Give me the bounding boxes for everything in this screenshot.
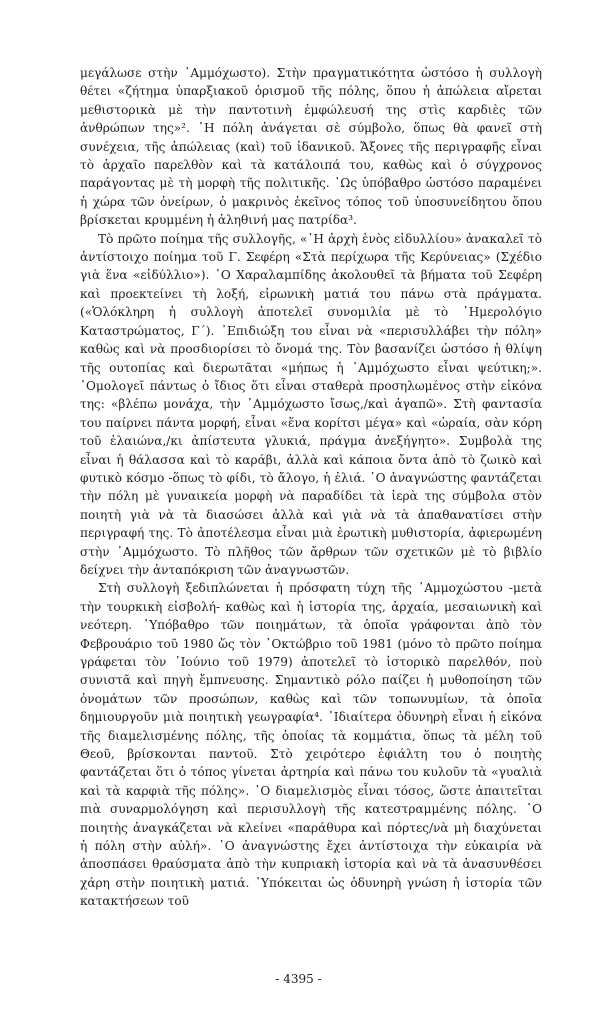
page-number: - 4395 - — [275, 972, 322, 986]
paragraph-2: Τὸ πρῶτο ποίημα τῆς συλλογῆς, «῾Η ἀρχὴ ἑνὸς εἰδυλλίου» ἀνακαλεῖ τὸ ἀντίστοιχο ποίημα τοῦ Γ. Σεφέρη «Στὰ περίχωρα τῆς Κερύνειας» (Σχέδιο γιὰ ἕνα «εἰδύλλιο»). ῾Ο Χαραλαμπίδης ἀκολουθεῖ τὰ βήματα τοῦ Σεφέρη καὶ προεκτείνει τὴ λοξή, εἰρωνικὴ ματιά του πάνω στὰ πράγματα. («Ὁλόκληρη ἡ συλλογὴ ἀποτελεῖ συνομιλία μὲ τὸ ῾Ημερολόγιο Καταστρώματος, Γ΄). ᾿Επιδιώξη του εἶναι νὰ «περισυλλάβει τὴν πόλη» καθὼς καὶ νὰ προσδιορίσει τὸ ὄνομά της. Τὸν βασανίζει ὡστόσο ἡ θλίψη τῆς ουτοπίας καὶ διερωτᾶται «μήπως ἡ ᾿Αμμόχωστο εἶναι ψεύτικη;». ῾Ομολογεῖ πάντως ὁ ἴδιος ὅτι εἶναι σταθερὰ προσηλωμένος στὴν εἰκόνα της: «βλέπω μονάχα, τὴν ᾿Αμμόχωστο ἴσως,/καὶ ἀγαπῶ». Στὴ φαντασία του παίρνει πάντα μορφή, εἶναι «ἕνα κορίτσι μέγα» καὶ «ὡραία, σὰν κόρη τοῦ ἐλαιώνα,/κι ἀπίστευτα γλυκιά, πράγμα ἀνεξήγητο». Συμβολὰ της εἶναι ἡ θάλασσα καὶ τὸ καράβι, ἀλλὰ καὶ κάποια ὄντα ἀπὸ τὸ ζωικὸ καὶ φυτικὸ κόσμο -ὅπως τὸ φίδι, τὸ ἄλογο, ἡ ἐλιά. ῾Ο ἀναγνώστης φαντάζεται τὴν πόλη μὲ γυναικεία μορφὴ νὰ παραδίδει τὰ ἱερὰ της σύμβολα στὸν ποιητὴ γιὰ νὰ τὰ διασώσει ἀλλὰ καὶ γιὰ νὰ τὰ ἀπαθανατίσει στὴν περιγραφή της. Τὸ ἀποτέλεσμα εἶναι μιὰ ἐρωτικὴ μυθιστορία, ἀφιερωμένη στὴν ᾿Αμμόχωστο. Τὸ πλῆθος τῶν ἄρθρων τῶν σχετικῶν μὲ τὸ βιβλίο δείχνει τὴν ἀνταπόκριση τῶν ἀναγνωστῶν. — [80, 231, 542, 577]
paragraph-1: μεγάλωσε στὴν ᾿Αμμόχωστο). Στὴν πραγματικότητα ὡστόσο ἡ συλλογὴ θέτει «ζήτημα ὑπαρξιακοῦ ὁρισμοῦ τῆς πόλης, ὅπου ἡ ἀπώλεια αἴρεται μεθιστορικὰ μὲ τὴν παντοτινὴ ἐμφώλευσή της στὶς καρδιὲς τῶν ἀνθρώπων της»². ῾Η πόλη ἀνάγεται σὲ σύμβολο, ὅπως θὰ φανεῖ στὴ συνέχεια, τῆς ἀπώλειας (καὶ) τοῦ ἰδανικοῦ. Ἄξονες τῆς περιγραφῆς εἶναι τὸ ἀρχαῖο παρελθὸν καὶ τὰ κατάλοιπά του, καθὼς καὶ ὁ σύγχρονος παράγοντας μὲ τὴ μορφὴ τῆς πολιτικῆς. ῾Ως ὑπόβαθρο ὡστόσο παραμένει ἡ χώρα τῶν ὀνείρων, ὁ μακρινὸς ἐκεῖνος τόπος τοῦ ὑποσυνείδητου ὅπου βρίσκεται κρυμμένη ἡ ἀληθινή μας πατρίδα³. — [80, 66, 542, 228]
paragraph-3: Στὴ συλλογὴ ξεδιπλώνεται ἡ πρόσφατη τύχη τῆς ᾿Αμμοχώστου -μετὰ τὴν τουρκικὴ εἰσβολή- καθὼς καὶ ἡ ἱστορία της, ἀρχαία, μεσαιωνικὴ καὶ νεότερη. ῾Υπόβαθρο τῶν ποιημάτων, τὰ ὁποῖα γράφονται ἀπὸ τὸν Φεβρουάριο τοῦ 1980 ὥς τὸν ᾿Οκτώβριο τοῦ 1981 (μόνο τὸ πρῶτο ποίημα γράφεται τὸν ᾿Ιούνιο τοῦ 1979) ἀποτελεῖ τὸ ἱστορικὸ παρελθόν, ποὺ συνιστᾶ καὶ πηγὴ ἔμπνευσης. Σημαντικὸ ρόλο παίζει ἡ μυθοποίηση τῶν ὀνομάτων τῶν προσώπων, καθὼς καὶ τῶν τοπωνυμίων, τὰ ὁποῖα δημιουργοῦν μιὰ ποιητικὴ γεωγραφία⁴. ᾿Ιδιαίτερα ὀδυνηρὴ εἶναι ἡ εἰκόνα τῆς διαμελισμένης πόλης, τῆς ὁποίας τὰ κομμάτια, ὅπως τὰ μέλη τοῦ Θεοῦ, βρίσκονται παντοῦ. Στὸ χειρότερο ἐφιάλτη του ὁ ποιητὴς φαντάζεται ὅτι ὁ τόπος γίνεται ἀρτηρία καὶ πάνω του κυλοῦν τὰ «γυαλιὰ καὶ τὰ καρφιὰ τῆς πόλης». ῾Ο διαμελισμὸς εἶναι τόσος, ὥστε ἀπαιτεῖται πιὰ συναρμολόγηση καὶ περισυλλογὴ τῆς κατεστραμμένης πόλης. ῾Ο ποιητὴς ἀναγκάζεται νὰ κλείνει «παράθυρα καὶ πόρτες/νὰ μὴ διαχύνεται ἡ πόλη στὴν αὐλή». ῾Ο ἀναγνώστης ἔχει ἀντίστοιχα τὴν εὐκαιρία νὰ ἀποσπάσει θραύσματα ἀπὸ τὴν κυπριακὴ ἱστορία καὶ νὰ τὰ ἀνασυνθέσει χάρη στὴν ποιητικὴ ματιά. ῾Υπόκειται ὡς ὀδυνηρὴ γνώση ἡ ἱστορία τῶν κατακτήσεων τοῦ — [80, 581, 542, 909]
page-body — [80, 64, 542, 911]
